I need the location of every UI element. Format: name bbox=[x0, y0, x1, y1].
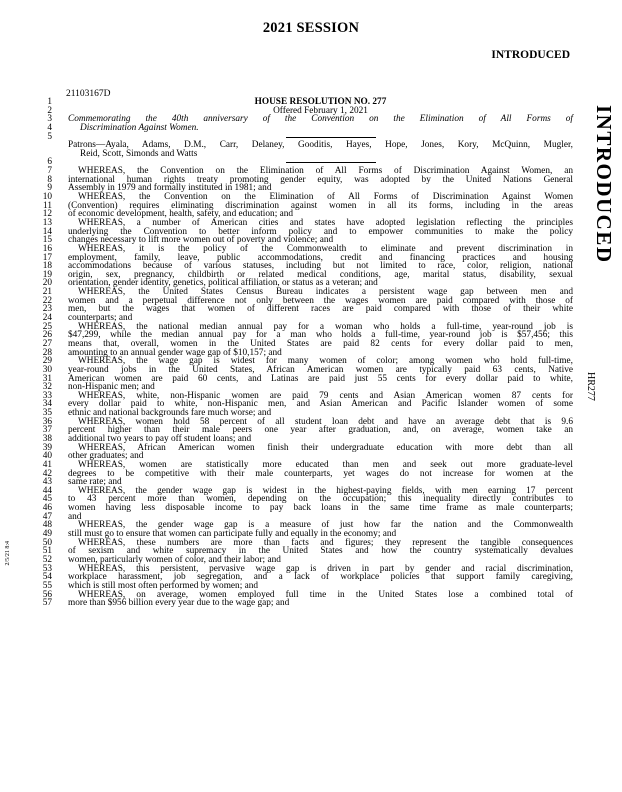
line-text: American women are paid 60 cents, and Latinas are paid just 55 cents for every dollar paid to white, bbox=[68, 373, 573, 384]
line-text: ethnic and national backgrounds fare much worse; and bbox=[68, 408, 272, 419]
line-text: other graduates; and bbox=[68, 451, 144, 462]
line-text: WHEREAS, women are statistically more educated than men and seek out more graduate-level bbox=[78, 459, 573, 470]
document-line bbox=[28, 599, 573, 608]
line-number: 41 bbox=[42, 459, 52, 470]
line-text: underlying the Convention to better inform policy and to empower communities to make the policy bbox=[68, 226, 573, 237]
line-number: 53 bbox=[42, 563, 52, 574]
line-number: 33 bbox=[42, 390, 52, 401]
line-number: 1 bbox=[47, 97, 52, 107]
line-text: origin, sex, pregnancy, childbirth or related medical conditions, age, marital status, disability, sexual bbox=[68, 269, 573, 280]
line-text: same rate; and bbox=[68, 477, 122, 488]
line-number: 32 bbox=[42, 382, 52, 393]
line-number: 20 bbox=[42, 278, 52, 289]
line-number: 5 bbox=[47, 131, 52, 142]
line-text: Reid, Scott, Simonds and Watts bbox=[80, 148, 198, 159]
line-text: WHEREAS, the wage gap is widest for many women of color; among women who hold full-time, bbox=[78, 356, 573, 367]
line-text: Commemorating the 40th anniversary of the Convention on the Elimination of All Forms of bbox=[68, 114, 573, 125]
session-heading: 2021 SESSION bbox=[262, 20, 360, 36]
line-number: 34 bbox=[42, 399, 52, 410]
line-text: more than $956 billion every year due to the wage gap; and bbox=[68, 598, 290, 609]
line-text: of economic development, health, safety, and education; and bbox=[68, 209, 294, 220]
line-text: WHEREAS, the United States Census Bureau indicates a persistent wage gap between men and bbox=[78, 287, 573, 298]
line-text: (Convention) requires eliminating discrimination against women in all its forms, including in the areas bbox=[68, 200, 573, 211]
line-number: 14 bbox=[42, 226, 52, 237]
line-text: WHEREAS, on average, women employed full time in the United States lose a combined total of bbox=[78, 589, 573, 600]
line-text: men, but the wages that women of different races are paid compared with those of their white bbox=[68, 304, 573, 315]
line-text: women having less disposable income to pay back loans in the same time frame as male counterparts; bbox=[68, 503, 573, 514]
line-number: 24 bbox=[42, 313, 52, 324]
resolution-body bbox=[28, 98, 573, 608]
line-number: 44 bbox=[42, 485, 52, 496]
line-text: WHEREAS, white, non-Hispanic women are paid 79 cents and Asian American women 87 cents for bbox=[78, 390, 573, 401]
line-text: to 43 percent more than women, depending on the occupation; this inequality directly contributes to bbox=[68, 494, 573, 505]
line-number: 55 bbox=[42, 580, 52, 591]
line-text: orientation, gender identity, genetics, political affiliation, or status as a veteran; and bbox=[68, 278, 378, 289]
line-number: 54 bbox=[42, 572, 52, 583]
document-line bbox=[28, 150, 573, 159]
line-text: WHEREAS, the gender wage gap is a measure of just how far the nation and the Commonwealth bbox=[78, 520, 573, 531]
line-number: 31 bbox=[42, 373, 52, 384]
line-text: WHEREAS, the gender wage gap is widest in the highest-paying fields, with men earning 17 percent bbox=[78, 485, 573, 496]
line-number: 28 bbox=[42, 347, 52, 358]
line-number: 48 bbox=[42, 520, 52, 531]
line-number: 45 bbox=[42, 494, 52, 505]
line-text: which is still most often performed by women; and bbox=[68, 580, 259, 591]
line-number: 11 bbox=[43, 200, 52, 211]
line-number: 6 bbox=[47, 157, 52, 168]
line-text: women and a perpetual difference not only between the wages women are paid compared with those of bbox=[68, 295, 573, 306]
line-number: 25 bbox=[42, 321, 52, 332]
line-text: Discrimination Against Women. bbox=[80, 122, 199, 133]
line-number: 16 bbox=[42, 243, 52, 254]
line-text: workplace harassment, job segregation, and a lack of workplace policies that support family caregiving, bbox=[68, 572, 573, 583]
line-text: changes necessary to lift more women out of poverty and violence; and bbox=[68, 235, 334, 246]
line-text: WHEREAS, the Convention on the Elimination of All Forms of Discrimination Against Women, an bbox=[78, 166, 573, 177]
line-text: WHEREAS, women hold 58 percent of all student loan debt and have an average debt that is 9.6 bbox=[78, 416, 573, 427]
line-number: 36 bbox=[42, 416, 52, 427]
line-number: 22 bbox=[42, 295, 52, 306]
line-number: 3 bbox=[47, 114, 52, 125]
line-text: still must go to ensure that women can participate fully and equally in the economy; and bbox=[68, 529, 397, 540]
line-number: 52 bbox=[42, 554, 52, 565]
line-number: 27 bbox=[42, 338, 52, 349]
line-text: WHEREAS, the national median annual pay for a woman who holds a full-time, year-round job is bbox=[78, 321, 573, 332]
line-number: 46 bbox=[42, 503, 52, 514]
line-text: WHEREAS, it is the policy of the Commonwealth to eliminate and prevent discrimination in bbox=[78, 243, 573, 254]
line-text: WHEREAS, African American women finish their undergraduate education with more debt than all bbox=[78, 442, 573, 453]
line-text: WHEREAS, a number of American cities and states have adopted legislation reflecting the principles bbox=[78, 217, 573, 228]
line-number: 47 bbox=[42, 511, 52, 522]
line-number: 2 bbox=[47, 105, 52, 116]
line-number: 35 bbox=[42, 408, 52, 419]
line-number: 42 bbox=[42, 468, 52, 479]
line-text: international human rights treaty promoting gender equity, was adopted by the United Nations General bbox=[68, 174, 573, 185]
line-number: 23 bbox=[42, 304, 52, 315]
line-number: 29 bbox=[42, 356, 52, 367]
line-number: 19 bbox=[42, 269, 52, 280]
line-text: Offered February 1, 2021 bbox=[273, 105, 368, 116]
line-text: accommodations because of various statuses, including but not limited to race, color, religion, national bbox=[68, 261, 573, 272]
line-text: amounting to an annual gender wage gap of $10,157; and bbox=[68, 347, 282, 358]
line-text: counterparts; and bbox=[68, 313, 133, 324]
line-text: non-Hispanic men; and bbox=[68, 382, 155, 393]
line-text: WHEREAS, this persistent, pervasive wage gap is driven in part by gender and racial discrimination, bbox=[78, 563, 573, 574]
line-number: 30 bbox=[42, 364, 52, 375]
line-text: degrees to be competitive with their male counterparts, yet wages do not increase for women at the bbox=[68, 468, 573, 479]
line-number: 38 bbox=[42, 433, 52, 444]
line-number: 51 bbox=[42, 546, 52, 557]
line-number: 57 bbox=[42, 598, 52, 609]
line-number: 12 bbox=[42, 209, 52, 220]
section-rule bbox=[286, 137, 376, 138]
line-number: 49 bbox=[42, 529, 52, 540]
document-id: 21103167D bbox=[66, 89, 111, 99]
line-text: every dollar paid to white, non-Hispanic men, and Asian American and Pacific Islander women of some bbox=[68, 399, 573, 410]
line-number: 37 bbox=[42, 425, 52, 436]
line-number: 8 bbox=[47, 174, 52, 185]
line-number: 9 bbox=[47, 183, 52, 194]
line-number: 21 bbox=[42, 287, 52, 298]
line-text: and bbox=[68, 511, 82, 522]
line-number: 39 bbox=[42, 442, 52, 453]
line-text: women, particularly women of color, and their labor; and bbox=[68, 554, 281, 565]
line-number: 15 bbox=[42, 235, 52, 246]
line-number: 10 bbox=[42, 192, 52, 203]
line-text: of sexism and white supremacy in the United States and how the country systematically devalues bbox=[68, 546, 573, 557]
side-bill-number: HR277 bbox=[585, 372, 596, 401]
status-label: INTRODUCED bbox=[491, 49, 570, 61]
line-text: WHEREAS, the Convention on the Elimination of All Forms of Discrimination Against Women bbox=[78, 192, 573, 203]
line-number: 4 bbox=[47, 122, 52, 133]
document-line bbox=[28, 124, 573, 133]
line-number: 50 bbox=[42, 537, 52, 548]
line-number: 7 bbox=[47, 166, 52, 177]
document-line bbox=[28, 504, 573, 513]
side-status-label: INTRODUCED bbox=[592, 105, 616, 264]
line-text: Patrons—Ayala, Adams, D.M., Carr, Delaney, Gooditis, Hayes, Hope, Jones, Kory, McQuinn, Mugler, bbox=[68, 140, 573, 151]
line-text: Assembly in 1979 and formally instituted in 1981; and bbox=[68, 183, 272, 194]
line-text: means that, overall, women in the United States are paid 82 cents for every dollar paid to men, bbox=[68, 338, 573, 349]
line-number: 18 bbox=[42, 261, 52, 272]
line-text: WHEREAS, these numbers are more than facts and figures; they represent the tangible consequences bbox=[78, 537, 573, 548]
line-number: 26 bbox=[42, 330, 52, 341]
line-text: HOUSE RESOLUTION NO. 277 bbox=[254, 97, 387, 107]
section-rule bbox=[286, 162, 376, 163]
line-number: 43 bbox=[42, 477, 52, 488]
side-timestamp: 2/5/21 8:4 bbox=[5, 541, 11, 566]
line-number: 13 bbox=[42, 217, 52, 228]
line-text: year-round jobs in the United States, African American women are typically paid 63 cents, Native bbox=[68, 364, 573, 375]
line-number: 56 bbox=[42, 589, 52, 600]
line-text: percent higher than their male peers one year after graduation, and, on average, women take an bbox=[68, 425, 573, 436]
line-text: additional two years to pay off student loans; and bbox=[68, 433, 252, 444]
line-text: employment, family, leave, public accommodations, credit and financing practices and housing bbox=[68, 252, 573, 263]
line-number: 17 bbox=[42, 252, 52, 263]
line-text: $47,299, while the median annual pay for a man who holds a full-time, year-round job is $57,456; this bbox=[68, 330, 573, 341]
line-number: 40 bbox=[42, 451, 52, 462]
